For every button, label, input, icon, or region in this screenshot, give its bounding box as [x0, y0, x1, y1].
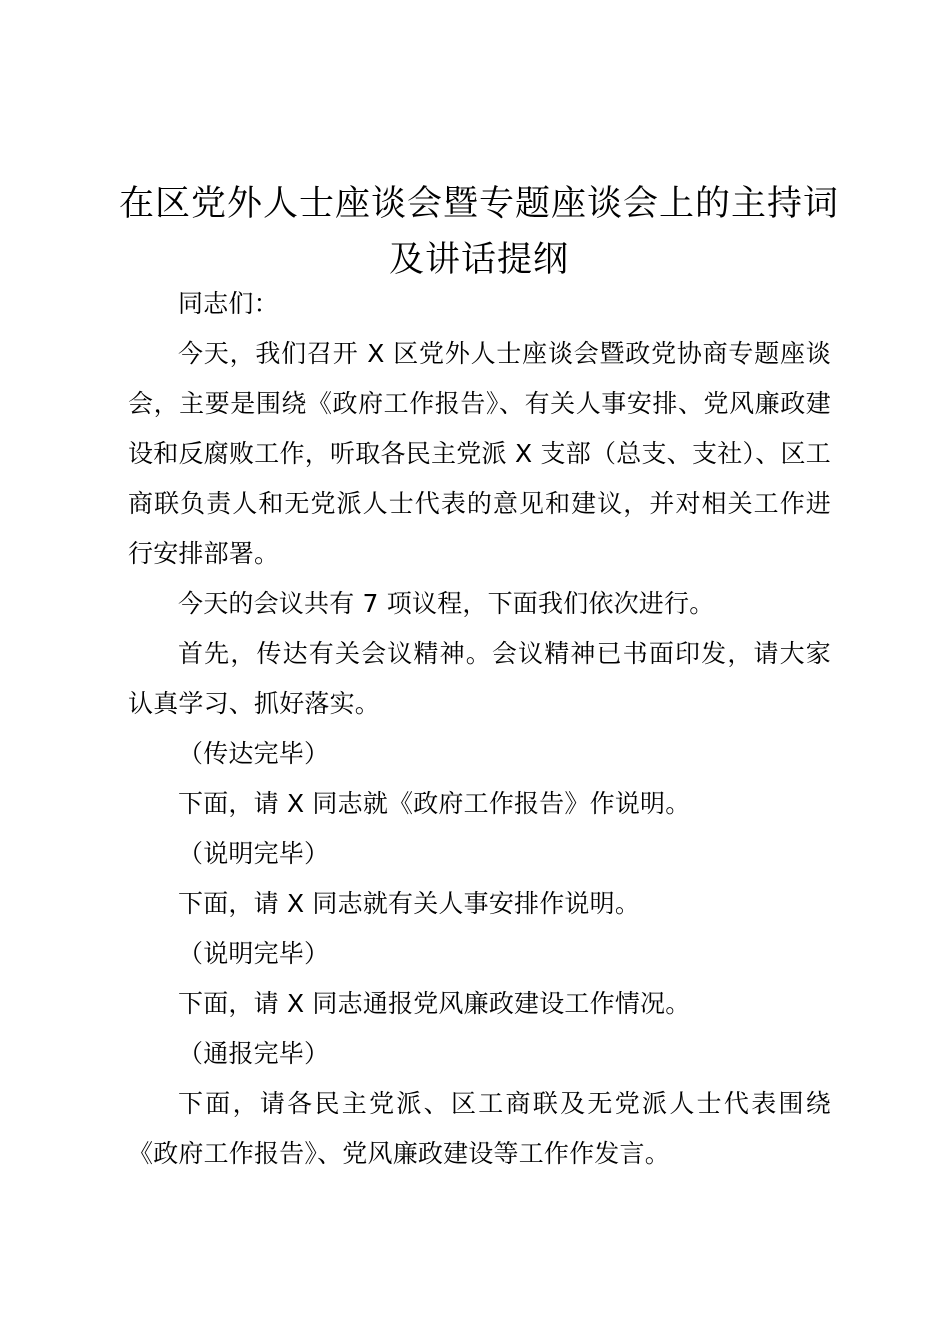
paragraph-opening: 今天，我们召开 X 区党外人士座谈会暨政党协商专题座谈会，主要是围绕《政府工作报告》、有关人事安排、党风廉政建设和反腐败工作，听取各民主党派 X 支部（总支、支社）、区工商联负责人和无党派人士代表的意见和建议，并对相关工作进行安排部署。 — [128, 339, 831, 568]
stage-note: （传达完毕） — [178, 739, 330, 768]
stage-note: （通报完毕） — [178, 1039, 330, 1068]
stage-note: （说明完毕） — [178, 939, 330, 968]
paragraph-agenda: 今天的会议共有 7 项议程，下面我们依次进行。 — [178, 589, 715, 618]
salutation: 同志们： — [178, 289, 279, 318]
title-line-2: 及讲话提纲 — [388, 240, 569, 280]
paragraph-item: 下面，请 X 同志通报党风廉政建设工作情况。 — [178, 989, 691, 1018]
title-line-1: 在区党外人士座谈会暨专题座谈会上的主持词 — [118, 184, 839, 224]
paragraph-item: 下面，请 X 同志就《政府工作报告》作说明。 — [178, 789, 691, 818]
paragraph-first-item: 首先，传达有关会议精神。会议精神已书面印发，请大家认真学习、抓好落实。 — [128, 639, 831, 718]
document-title — [118, 176, 840, 288]
paragraph-item: 下面，请 X 同志就有关人事安排作说明。 — [178, 889, 641, 918]
paragraph-item: 下面，请各民主党派、区工商联及无党派人士代表围绕《政府工作报告》、党风廉政建设等工作作发言。 — [128, 1089, 831, 1168]
document-body — [128, 279, 831, 1179]
stage-note: （说明完毕） — [178, 839, 330, 868]
